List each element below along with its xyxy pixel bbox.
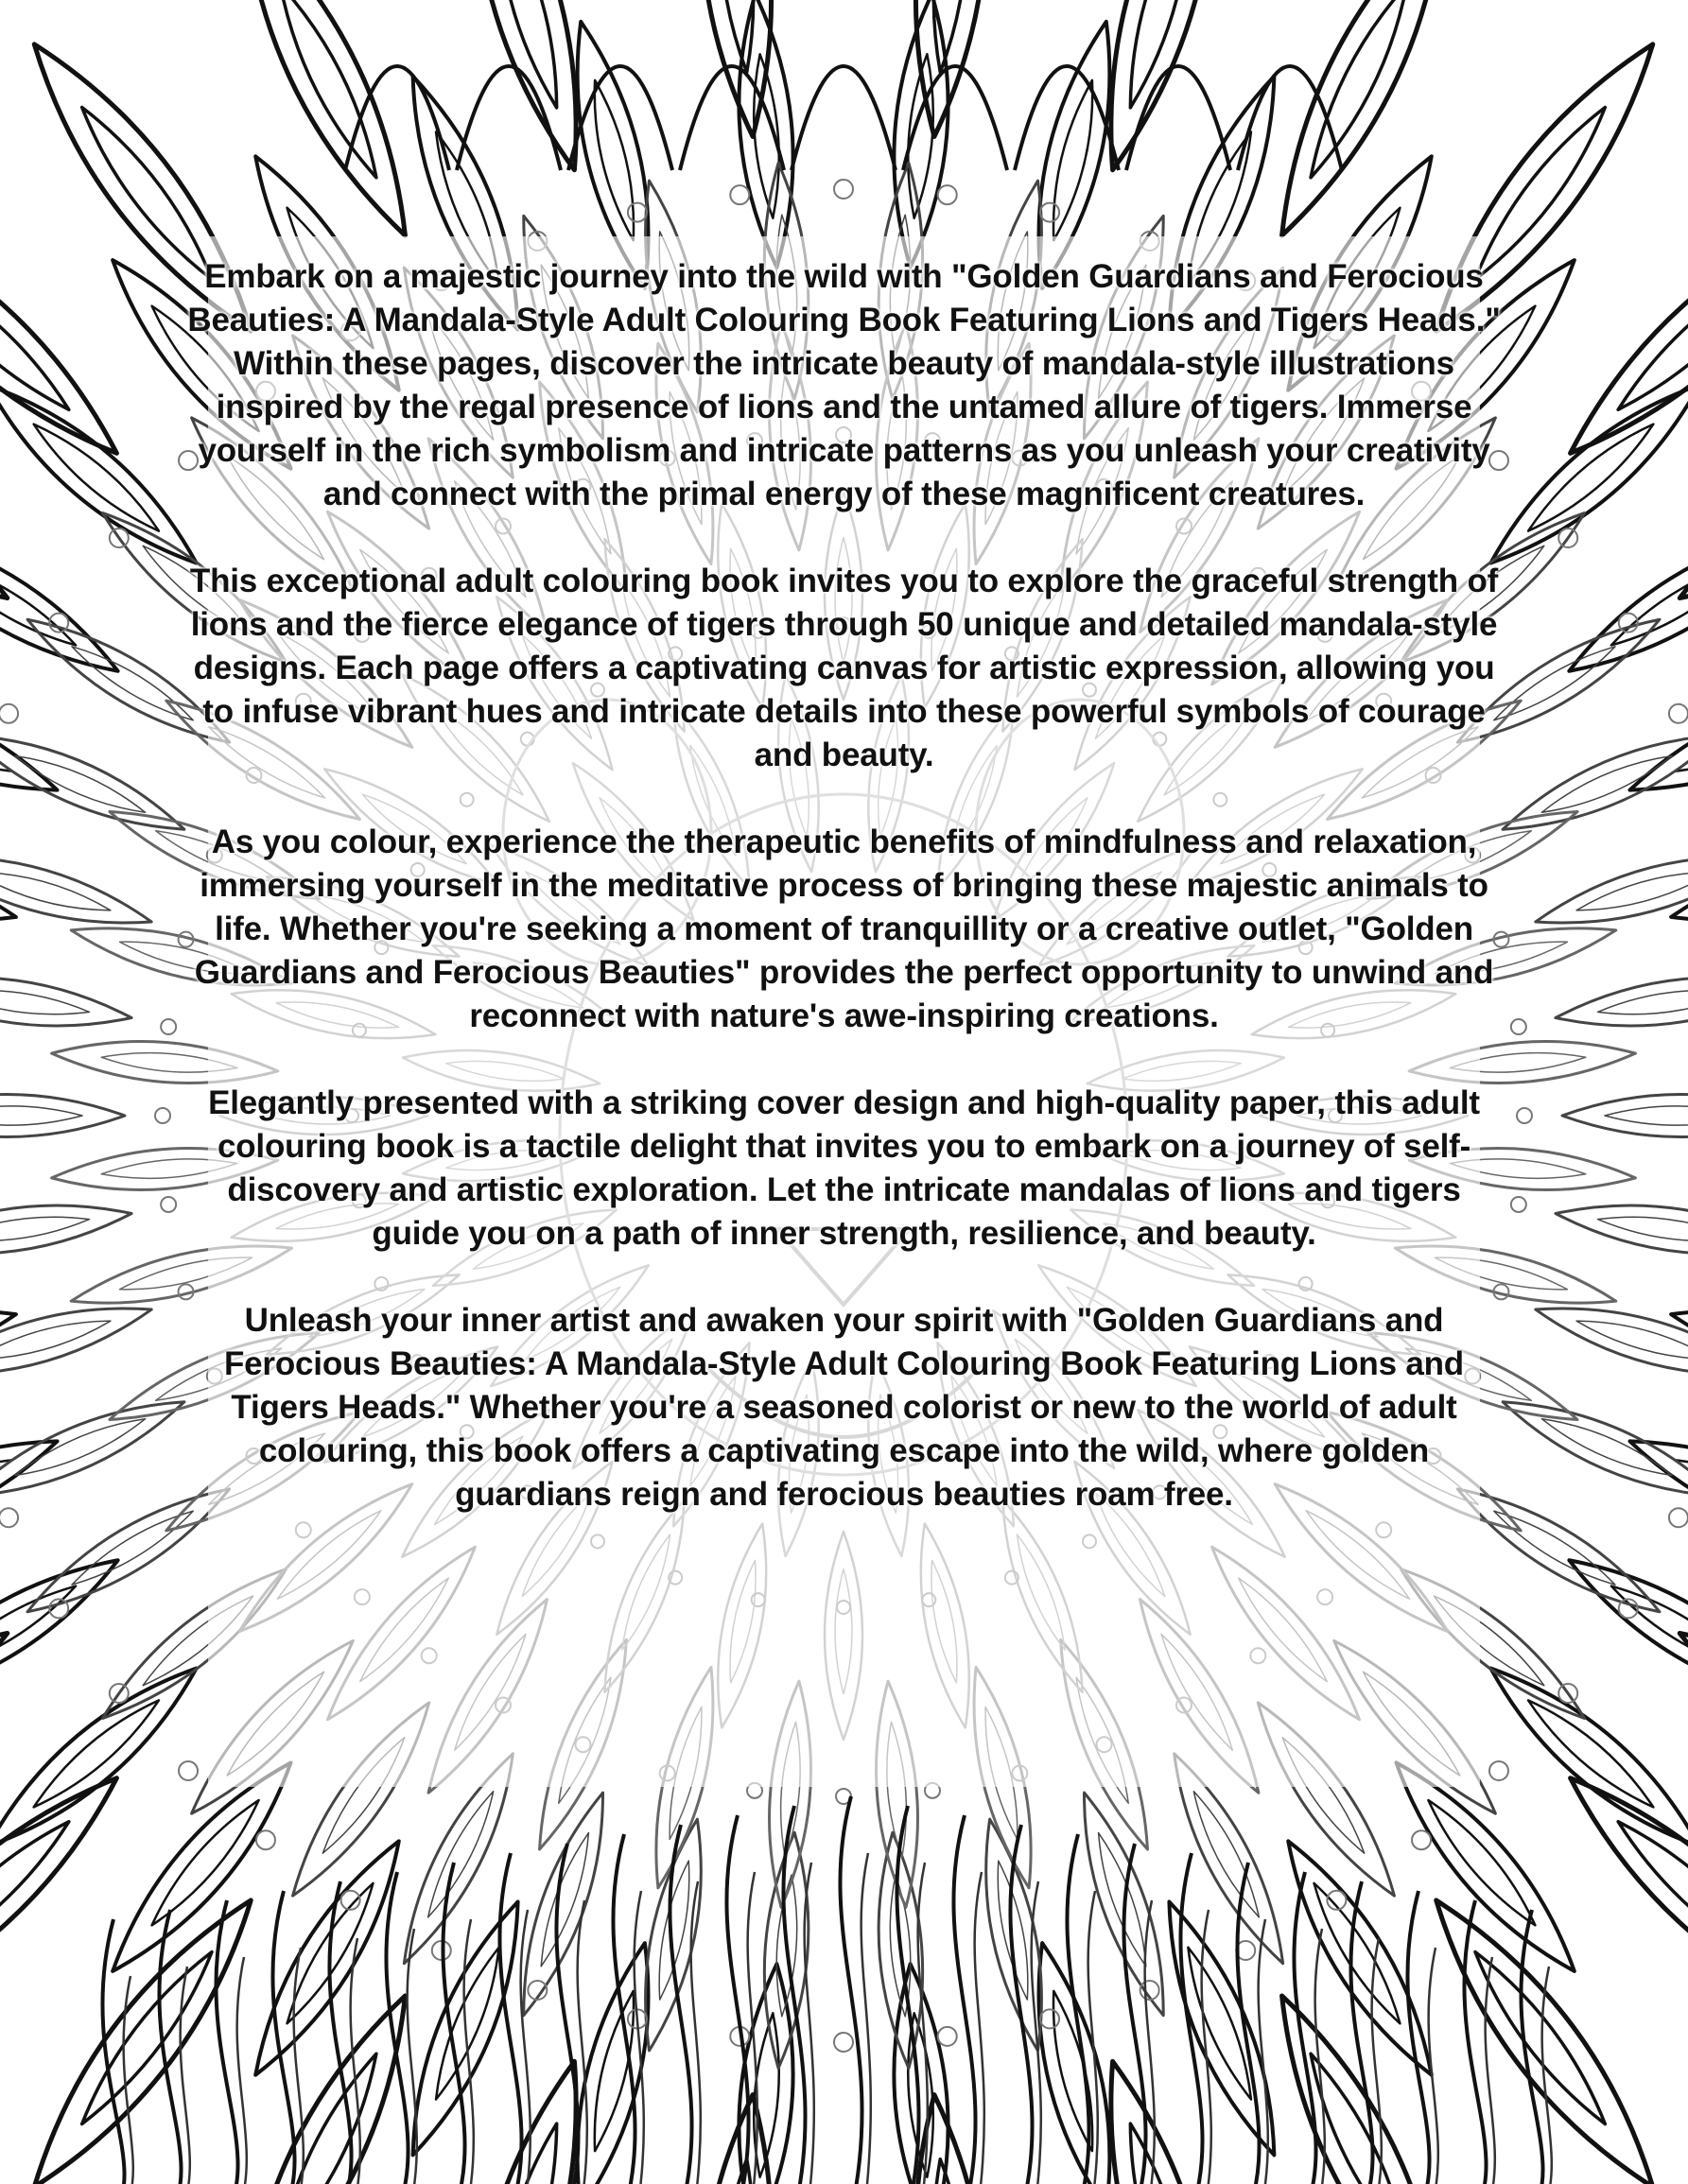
description-paragraph-1: Embark on a majestic journey into the wild with "Golden Guardians and Ferocious Beauties: A Mandala-Style Adult Colouring Book Featuring Lions and Tigers Heads." Within these pages, discover the intricate beauty of mandala-style illustrations inspired by the regal presence of lions and the untamed allure of tigers. Immerse yourself in the rich symbolism and intricate patterns as you unleash your creativity and connect with the primal energy of these magnificent creatures. xyxy=(187,258,1501,512)
description-paragraph-3: As you colour, experience the therapeutic benefits of mindfulness and relaxation, immersing yourself in the meditative process of bringing these majestic animals to life. Whether you're seeking a moment of tranquillity or a creative outlet, "Golden Guardians and Ferocious Beauties" provides the perfect opportunity to unwind and reconnect with nature's awe-inspiring creations. xyxy=(194,823,1494,1034)
book-description xyxy=(180,255,1508,1560)
description-paragraph-2: This exceptional adult colouring book invites you to explore the graceful strength of lions and the fierce elegance of tigers through 50 unique and detailed mandala-style designs. Each page offers a captivating canvas for artistic expression, allowing you to infuse vibrant hues and intricate details into these powerful symbols of courage and beauty. xyxy=(189,563,1499,773)
description-paragraph-5: Unleash your inner artist and awaken your spirit with "Golden Guardians and Ferocious Beauties: A Mandala-Style Adult Colouring Book Featuring Lions and Tigers Heads." Whether you're a seasoned colorist or new to the world of adult colouring, this book offers a captivating escape into the wild, where golden guardians reign and ferocious beauties roam free. xyxy=(223,1302,1464,1513)
description-paragraph-4: Elegantly presented with a striking cover design and high-quality paper, this adult colouring book is a tactile delight that invites you to embark on a journey of self-discovery and artistic exploration. Let the intricate mandalas of lions and tigers guide you on a path of inner strength, resilience, and beauty. xyxy=(208,1084,1480,1252)
